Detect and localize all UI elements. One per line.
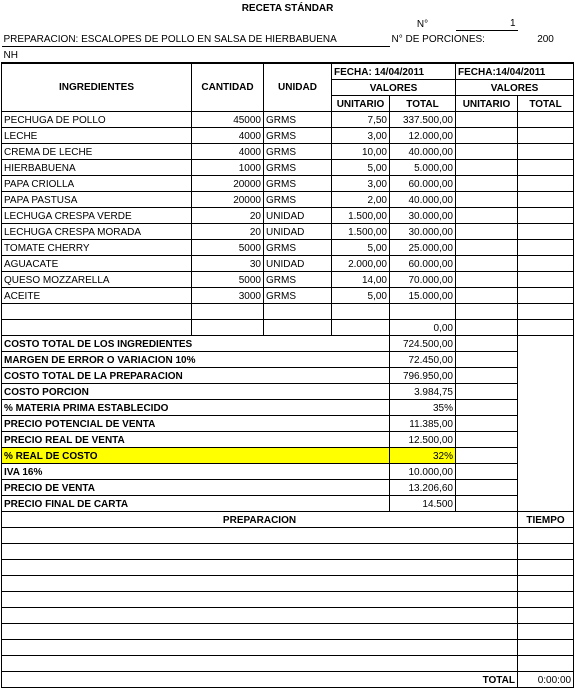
prep-row xyxy=(2,559,574,575)
summary-label: PRECIO FINAL DE CARTA xyxy=(2,495,390,511)
ingredient-unit[interactable]: GRMS xyxy=(264,143,332,159)
prep-row xyxy=(2,639,574,655)
ingredient-unitario-2[interactable] xyxy=(456,127,518,143)
ingredient-unitario-2[interactable] xyxy=(456,319,518,335)
ingredient-name[interactable]: QUESO MOZZARELLA xyxy=(2,271,192,287)
fecha-1: FECHA: 14/04/2011 xyxy=(332,63,456,80)
ingredient-unit[interactable]: GRMS xyxy=(264,191,332,207)
ingredient-total-2[interactable] xyxy=(518,319,574,335)
total-time[interactable]: 0:00:00 xyxy=(518,671,574,687)
ingredient-unitario-2[interactable] xyxy=(456,255,518,271)
ingredient-qty[interactable]: 5000 xyxy=(192,271,264,287)
receta-sheet xyxy=(1,0,574,688)
summary-label: PRECIO REAL DE VENTA xyxy=(2,431,390,447)
ingredient-total-2[interactable] xyxy=(518,111,574,127)
summary-empty-2 xyxy=(518,415,574,431)
summary-empty-1[interactable] xyxy=(456,463,518,479)
ingredient-total-2[interactable] xyxy=(518,207,574,223)
ingredient-qty[interactable]: 4000 xyxy=(192,143,264,159)
ingredient-name[interactable]: CREMA DE LECHE xyxy=(2,143,192,159)
ingredient-name[interactable]: AGUACATE xyxy=(2,255,192,271)
summary-empty-2 xyxy=(518,335,574,351)
summary-value[interactable]: 32% xyxy=(390,447,456,463)
ingredient-row xyxy=(2,159,574,175)
ingredient-name[interactable]: TOMATE CHERRY xyxy=(2,239,192,255)
ingredient-row xyxy=(2,223,574,239)
ingredient-name[interactable]: LECHUGA CRESPA VERDE xyxy=(2,207,192,223)
header-valores-1: VALORES xyxy=(332,79,456,95)
summary-empty-1[interactable] xyxy=(456,383,518,399)
numero-label: N° xyxy=(416,18,429,30)
summary-value[interactable]: 12.500,00 xyxy=(390,431,456,447)
ingredient-total[interactable]: 40.000,00 xyxy=(390,191,456,207)
ingredient-unitario-2[interactable] xyxy=(456,143,518,159)
summary-empty-2 xyxy=(518,351,574,367)
ingredient-row xyxy=(2,143,574,159)
ingredient-unitario-2[interactable] xyxy=(456,207,518,223)
ingredient-unitario-2[interactable] xyxy=(456,111,518,127)
ingredient-unitario[interactable]: 14,00 xyxy=(332,271,390,287)
prep-step-cell[interactable] xyxy=(2,543,518,559)
ingredient-total[interactable]: 60.000,00 xyxy=(390,175,456,191)
summary-value[interactable]: 11.385,00 xyxy=(390,415,456,431)
summary-empty-2 xyxy=(518,463,574,479)
ingredient-unitario-2[interactable] xyxy=(456,287,518,303)
header-valores-2: VALORES xyxy=(456,79,574,95)
ingredient-row xyxy=(2,175,574,191)
ingredient-name[interactable]: LECHE xyxy=(2,127,192,143)
summary-empty-1[interactable] xyxy=(456,367,518,383)
ingredient-total-2[interactable] xyxy=(518,143,574,159)
ingredient-unitario[interactable]: 3,00 xyxy=(332,175,390,191)
ingredient-total-2[interactable] xyxy=(518,223,574,239)
header-total-2: TOTAL xyxy=(518,95,574,111)
summary-value[interactable]: 3.984,75 xyxy=(390,383,456,399)
summary-empty-1[interactable] xyxy=(456,479,518,495)
ingredient-total-2[interactable] xyxy=(518,239,574,255)
ingredient-unitario-2[interactable] xyxy=(456,159,518,175)
ingredient-total-2[interactable] xyxy=(518,303,574,319)
ingredient-row xyxy=(2,319,574,335)
summary-empty-2 xyxy=(518,431,574,447)
ingredient-total[interactable]: 30.000,00 xyxy=(390,223,456,239)
ingredient-name[interactable]: ACEITE xyxy=(2,287,192,303)
summary-row xyxy=(2,399,574,415)
prep-row xyxy=(2,607,574,623)
prep-step-cell[interactable] xyxy=(2,575,518,591)
ingredient-name[interactable]: PECHUGA DE POLLO xyxy=(2,111,192,127)
ingredient-unit[interactable]: GRMS xyxy=(264,159,332,175)
ingredient-unit[interactable]: GRMS xyxy=(264,239,332,255)
tiempo-header: TIEMPO xyxy=(518,511,574,527)
summary-value[interactable]: 72.450,00 xyxy=(390,351,456,367)
ingredient-qty[interactable]: 20 xyxy=(192,223,264,239)
ingredient-unit[interactable]: GRMS xyxy=(264,111,332,127)
summary-value[interactable]: 35% xyxy=(390,399,456,415)
summary-empty-1[interactable] xyxy=(456,351,518,367)
prep-time-cell[interactable] xyxy=(518,543,574,559)
ingredient-row xyxy=(2,271,574,287)
summary-empty-1[interactable] xyxy=(456,399,518,415)
summary-empty-2 xyxy=(518,367,574,383)
total-label: TOTAL xyxy=(2,671,518,687)
ingredient-total[interactable]: 70.000,00 xyxy=(390,271,456,287)
prep-row xyxy=(2,543,574,559)
fecha-2: FECHA:14/04/2011 xyxy=(456,63,574,80)
summary-empty-1[interactable] xyxy=(456,495,518,511)
summary-row xyxy=(2,415,574,431)
summary-empty-1[interactable] xyxy=(456,415,518,431)
ingredient-unitario[interactable]: 2.000,00 xyxy=(332,255,390,271)
ingredient-unit[interactable]: UNIDAD xyxy=(264,255,332,271)
ingredient-row xyxy=(2,111,574,127)
ingredient-unitario[interactable] xyxy=(332,303,390,319)
ingredient-row xyxy=(2,287,574,303)
ingredient-total-2[interactable] xyxy=(518,287,574,303)
ingredient-row xyxy=(2,127,574,143)
ingredient-unitario-2[interactable] xyxy=(456,191,518,207)
summary-label: PRECIO DE VENTA xyxy=(2,479,390,495)
ingredient-total[interactable]: 12.000,00 xyxy=(390,127,456,143)
ingredient-name[interactable]: LECHUGA CRESPA MORADA xyxy=(2,223,192,239)
ingredient-qty[interactable]: 1000 xyxy=(192,159,264,175)
ingredient-qty[interactable] xyxy=(192,303,264,319)
ingredient-unit[interactable]: UNIDAD xyxy=(264,207,332,223)
ingredient-name[interactable]: HIERBABUENA xyxy=(2,159,192,175)
summary-empty-2 xyxy=(518,479,574,495)
summary-row xyxy=(2,495,574,511)
header-unitario-1: UNITARIO xyxy=(332,95,390,111)
summary-value[interactable]: 724.500,00 xyxy=(390,335,456,351)
ingredient-row xyxy=(2,191,574,207)
ingredient-row xyxy=(2,303,574,319)
ingredient-unitario[interactable]: 1.500,00 xyxy=(332,207,390,223)
summary-row xyxy=(2,479,574,495)
preparacion-field[interactable] xyxy=(2,31,390,47)
ingredient-row xyxy=(2,207,574,223)
prep-time-cell[interactable] xyxy=(518,655,574,671)
summary-label: PRECIO POTENCIAL DE VENTA xyxy=(2,415,390,431)
preparacion-value: ESCALOPES DE POLLO EN SALSA DE HIERBABUENA xyxy=(81,33,337,45)
porciones-label: N° DE PORCIONES: xyxy=(391,34,485,45)
ingredient-total[interactable]: 0,00 xyxy=(390,319,456,335)
summary-label: % MATERIA PRIMA ESTABLECIDO xyxy=(2,399,390,415)
ingredient-unit[interactable]: UNIDAD xyxy=(264,223,332,239)
summary-empty-2 xyxy=(518,495,574,511)
ingredient-row xyxy=(2,255,574,271)
summary-row xyxy=(2,383,574,399)
prep-time-cell[interactable] xyxy=(518,607,574,623)
summary-label: IVA 16% xyxy=(2,463,390,479)
summary-row xyxy=(2,367,574,383)
ingredient-unit[interactable] xyxy=(264,303,332,319)
prep-step-cell[interactable] xyxy=(2,559,518,575)
ingredient-total[interactable]: 5.000,00 xyxy=(390,159,456,175)
ingredient-qty[interactable]: 45000 xyxy=(192,111,264,127)
ingredient-unit[interactable]: GRMS xyxy=(264,127,332,143)
header-cantidad: CANTIDAD xyxy=(192,63,264,112)
ingredient-qty[interactable]: 30 xyxy=(192,255,264,271)
prep-row xyxy=(2,591,574,607)
summary-empty-2 xyxy=(518,399,574,415)
ingredient-qty[interactable]: 3000 xyxy=(192,287,264,303)
ingredient-qty[interactable]: 20000 xyxy=(192,191,264,207)
ingredient-qty[interactable] xyxy=(192,319,264,335)
preparacion-label: PREPARACION: xyxy=(3,33,79,45)
ingredient-total-2[interactable] xyxy=(518,271,574,287)
ingredient-unitario[interactable]: 2,00 xyxy=(332,191,390,207)
summary-label: COSTO TOTAL DE LA PREPARACION xyxy=(2,367,390,383)
prep-time-cell[interactable] xyxy=(518,639,574,655)
header-total-1: TOTAL xyxy=(390,95,456,111)
ingredient-name[interactable] xyxy=(2,319,192,335)
ingredient-unitario-2[interactable] xyxy=(456,239,518,255)
ingredient-total-2[interactable] xyxy=(518,255,574,271)
summary-label: COSTO TOTAL DE LOS INGREDIENTES xyxy=(2,335,390,351)
ingredient-unitario-2[interactable] xyxy=(456,175,518,191)
prep-step-cell[interactable] xyxy=(2,655,518,671)
ingredient-unit[interactable] xyxy=(264,319,332,335)
ingredient-qty[interactable]: 5000 xyxy=(192,239,264,255)
prep-step-cell[interactable] xyxy=(2,623,518,639)
ingredient-name[interactable]: PAPA PASTUSA xyxy=(2,191,192,207)
prep-row xyxy=(2,623,574,639)
prep-time-cell[interactable] xyxy=(518,623,574,639)
ingredient-qty[interactable]: 20000 xyxy=(192,175,264,191)
prep-time-cell[interactable] xyxy=(518,527,574,543)
ingredient-unitario[interactable]: 5,00 xyxy=(332,159,390,175)
nh-label: NH xyxy=(2,46,574,63)
ingredient-qty[interactable]: 20 xyxy=(192,207,264,223)
ingredient-unitario[interactable]: 3,00 xyxy=(332,127,390,143)
ingredient-total-2[interactable] xyxy=(518,191,574,207)
ingredient-unitario[interactable]: 7,50 xyxy=(332,111,390,127)
ingredient-total[interactable] xyxy=(390,303,456,319)
summary-value[interactable]: 14.500 xyxy=(390,495,456,511)
summary-empty-1[interactable] xyxy=(456,335,518,351)
ingredient-unitario[interactable]: 5,00 xyxy=(332,287,390,303)
summary-label: % REAL DE COSTO xyxy=(2,447,390,463)
ingredient-unit[interactable]: GRMS xyxy=(264,271,332,287)
ingredient-unitario[interactable]: 1.500,00 xyxy=(332,223,390,239)
summary-value[interactable]: 10.000,00 xyxy=(390,463,456,479)
ingredient-total[interactable]: 337.500,00 xyxy=(390,111,456,127)
ingredient-total[interactable]: 40.000,00 xyxy=(390,143,456,159)
summary-empty-1[interactable] xyxy=(456,447,518,463)
prep-row xyxy=(2,655,574,671)
ingredient-total[interactable]: 15.000,00 xyxy=(390,287,456,303)
ingredient-total[interactable]: 60.000,00 xyxy=(390,255,456,271)
summary-label: MARGEN DE ERROR O VARIACION 10% xyxy=(2,351,390,367)
header-unitario-2: UNITARIO xyxy=(456,95,518,111)
ingredient-total-2[interactable] xyxy=(518,127,574,143)
prep-time-cell[interactable] xyxy=(518,559,574,575)
prep-step-cell[interactable] xyxy=(2,527,518,543)
ingredient-name[interactable]: PAPA CRIOLLA xyxy=(2,175,192,191)
summary-row xyxy=(2,335,574,351)
prep-step-cell[interactable] xyxy=(2,607,518,623)
ingredient-total-2[interactable] xyxy=(518,159,574,175)
summary-empty-2 xyxy=(518,447,574,463)
summary-row xyxy=(2,463,574,479)
header-unidad: UNIDAD xyxy=(264,63,332,112)
prep-step-cell[interactable] xyxy=(2,639,518,655)
prep-header: PREPARACION xyxy=(2,511,518,527)
ingredient-row xyxy=(2,239,574,255)
summary-empty-1[interactable] xyxy=(456,431,518,447)
ingredient-name[interactable] xyxy=(2,303,192,319)
ingredient-qty[interactable]: 4000 xyxy=(192,127,264,143)
prep-time-cell[interactable] xyxy=(518,591,574,607)
summary-label: COSTO PORCION xyxy=(2,383,390,399)
ingredient-unitario[interactable]: 10,00 xyxy=(332,143,390,159)
header-ingredientes: INGREDIENTES xyxy=(2,63,192,112)
ingredient-unit[interactable]: GRMS xyxy=(264,287,332,303)
prep-row xyxy=(2,575,574,591)
ingredient-total[interactable]: 25.000,00 xyxy=(390,239,456,255)
summary-row xyxy=(2,447,574,463)
summary-row xyxy=(2,431,574,447)
numero-value[interactable]: 1 xyxy=(456,15,518,31)
summary-value[interactable]: 796.950,00 xyxy=(390,367,456,383)
summary-value[interactable]: 13.206,60 xyxy=(390,479,456,495)
porciones-value[interactable]: 200 xyxy=(537,34,554,45)
prep-time-cell[interactable] xyxy=(518,575,574,591)
ingredient-unitario-2[interactable] xyxy=(456,223,518,239)
summary-row xyxy=(2,351,574,367)
ingredient-unitario[interactable]: 5,00 xyxy=(332,239,390,255)
summary-empty-2 xyxy=(518,383,574,399)
ingredient-unit[interactable]: GRMS xyxy=(264,175,332,191)
ingredient-total[interactable]: 30.000,00 xyxy=(390,207,456,223)
ingredient-unitario-2[interactable] xyxy=(456,271,518,287)
prep-row xyxy=(2,527,574,543)
ingredient-unitario-2[interactable] xyxy=(456,303,518,319)
ingredient-unitario[interactable] xyxy=(332,319,390,335)
prep-step-cell[interactable] xyxy=(2,591,518,607)
ingredient-total-2[interactable] xyxy=(518,175,574,191)
sheet-title: RECETA STÁNDAR xyxy=(241,3,334,14)
